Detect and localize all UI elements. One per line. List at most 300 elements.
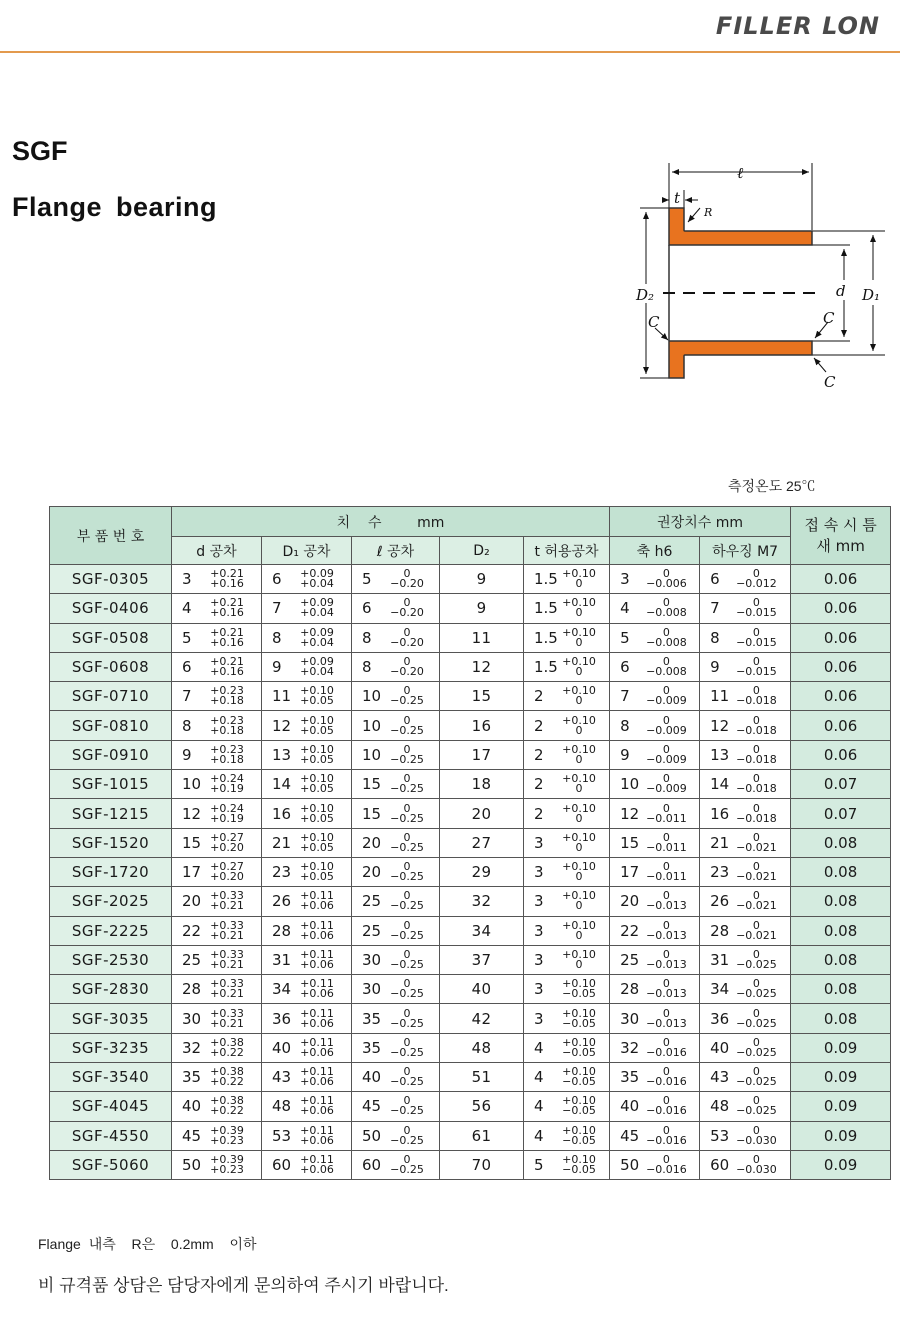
length-upper: 0 xyxy=(403,742,411,756)
label-d1: D₁ xyxy=(862,286,881,304)
table-row xyxy=(50,945,891,974)
housing-cell xyxy=(700,916,791,945)
thickness-value xyxy=(524,950,609,970)
d1-nominal: 48 xyxy=(272,1097,292,1116)
d1-upper: +0.11 xyxy=(300,948,334,961)
housing-value xyxy=(700,1096,790,1116)
d2-value: 20 xyxy=(440,799,524,828)
length-value xyxy=(352,950,439,970)
header-part-no: 부 품 번 호 xyxy=(50,507,172,565)
thickness-tolerance xyxy=(560,625,598,649)
length-tolerance xyxy=(388,1067,426,1087)
d-cell xyxy=(172,916,262,945)
thickness-nominal: 3 xyxy=(534,951,544,969)
label-d: d xyxy=(836,282,846,300)
shaft-cell xyxy=(610,682,700,711)
label-d2: D₂ xyxy=(636,286,655,304)
housing-tolerance xyxy=(736,801,777,825)
d-cell xyxy=(172,652,262,681)
length-cell xyxy=(352,857,440,886)
housing-tolerance xyxy=(736,1067,777,1087)
thickness-tolerance xyxy=(560,801,598,825)
shaft-tolerance xyxy=(646,625,687,649)
d1-cell xyxy=(262,887,352,916)
housing-lower: −0.018 xyxy=(736,811,777,825)
shaft-cell xyxy=(610,1004,700,1033)
length-tolerance xyxy=(388,1155,426,1175)
length-value xyxy=(352,979,439,999)
housing-value xyxy=(700,1123,790,1147)
header-recommended: 권장치수 mm xyxy=(610,507,791,537)
housing-nominal: 14 xyxy=(710,775,730,794)
shaft-value xyxy=(610,569,699,589)
length-value xyxy=(352,1067,439,1087)
thickness-lower: 0 xyxy=(575,752,583,766)
d-value xyxy=(172,1067,261,1087)
table-row xyxy=(50,565,891,594)
d2-value: 29 xyxy=(440,857,524,886)
d1-value xyxy=(262,950,351,970)
housing-nominal: 53 xyxy=(710,1126,730,1145)
housing-cell xyxy=(700,565,791,594)
length-lower: −0.25 xyxy=(390,899,424,913)
d1-cell xyxy=(262,799,352,828)
d-cell xyxy=(172,623,262,652)
shaft-tolerance xyxy=(646,950,687,970)
housing-nominal: 48 xyxy=(710,1097,730,1116)
d1-lower: +0.05 xyxy=(300,840,334,854)
thickness-upper: +0.10 xyxy=(562,713,596,727)
length-lower: −0.20 xyxy=(390,577,424,591)
shaft-upper: 0 xyxy=(662,1153,670,1167)
d-lower: +0.22 xyxy=(210,1075,244,1089)
thickness-nominal: 2 xyxy=(534,775,544,794)
label-length: ℓ xyxy=(737,164,744,182)
shaft-value xyxy=(610,742,699,766)
d2-value: 70 xyxy=(440,1150,524,1179)
clearance-value: 0.08 xyxy=(791,857,891,886)
d-cell xyxy=(172,682,262,711)
length-nominal: 50 xyxy=(362,1126,382,1145)
housing-upper: 0 xyxy=(752,1006,760,1020)
length-value xyxy=(352,569,439,589)
d-nominal: 25 xyxy=(182,951,202,969)
housing-cell xyxy=(700,1150,791,1179)
housing-upper: 0 xyxy=(752,830,760,844)
shaft-lower: −0.008 xyxy=(646,606,687,620)
housing-upper: 0 xyxy=(752,655,760,669)
shaft-upper: 0 xyxy=(662,977,670,991)
housing-cell xyxy=(700,857,791,886)
shaft-value xyxy=(610,598,699,618)
shaft-nominal: 22 xyxy=(620,921,640,940)
clearance-value: 0.06 xyxy=(791,565,891,594)
thickness-cell xyxy=(524,1092,610,1121)
d-upper: +0.27 xyxy=(210,830,244,844)
d1-upper: +0.10 xyxy=(300,713,334,727)
length-nominal: 6 xyxy=(362,599,372,618)
length-value xyxy=(352,1035,439,1059)
d1-value xyxy=(262,862,351,882)
shaft-nominal: 5 xyxy=(620,628,630,647)
thickness-lower: −0.05 xyxy=(562,1045,596,1059)
thickness-lower: −0.05 xyxy=(562,987,596,1001)
shaft-tolerance xyxy=(646,1035,687,1059)
d2-value: 40 xyxy=(440,975,524,1004)
thickness-tolerance xyxy=(560,569,598,589)
thickness-value xyxy=(524,1067,609,1087)
length-value xyxy=(352,713,439,737)
d-cell xyxy=(172,1063,262,1092)
d-upper: +0.21 xyxy=(210,625,244,639)
shaft-cell xyxy=(610,975,700,1004)
housing-nominal: 60 xyxy=(710,1156,730,1175)
clearance-value: 0.07 xyxy=(791,799,891,828)
length-lower: −0.25 xyxy=(390,752,424,766)
d-nominal: 6 xyxy=(182,658,192,677)
length-cell xyxy=(352,975,440,1004)
thickness-value xyxy=(524,918,609,942)
d1-value xyxy=(262,830,351,854)
d-nominal: 7 xyxy=(182,687,192,706)
shaft-lower: −0.011 xyxy=(646,840,687,854)
housing-tolerance xyxy=(736,598,777,618)
housing-lower: −0.021 xyxy=(736,928,777,942)
length-nominal: 10 xyxy=(362,716,382,735)
d-upper: +0.21 xyxy=(210,567,244,581)
shaft-upper: 0 xyxy=(662,860,670,874)
clearance-value: 0.08 xyxy=(791,975,891,1004)
housing-tolerance xyxy=(736,830,777,854)
length-nominal: 15 xyxy=(362,804,382,823)
length-tolerance xyxy=(388,686,426,706)
shaft-upper: 0 xyxy=(662,1123,670,1137)
thickness-nominal: 4 xyxy=(534,1068,544,1087)
shaft-tolerance xyxy=(646,979,687,999)
part-number: SGF-1215 xyxy=(50,799,172,828)
length-tolerance xyxy=(388,657,426,677)
d-tolerance xyxy=(208,625,246,649)
clearance-value: 0.06 xyxy=(791,740,891,769)
d-lower: +0.18 xyxy=(210,752,244,766)
shaft-cell xyxy=(610,1063,700,1092)
d-nominal: 10 xyxy=(182,775,202,794)
housing-nominal: 12 xyxy=(710,716,730,735)
length-cell xyxy=(352,623,440,652)
length-upper: 0 xyxy=(403,977,411,991)
length-value xyxy=(352,1096,439,1116)
clearance-value: 0.08 xyxy=(791,945,891,974)
shaft-lower: −0.008 xyxy=(646,665,687,679)
length-lower: −0.20 xyxy=(390,635,424,649)
length-upper: 0 xyxy=(403,801,411,815)
shaft-value xyxy=(610,1035,699,1059)
d1-tolerance xyxy=(298,1123,336,1147)
d1-cell xyxy=(262,770,352,799)
length-upper: 0 xyxy=(403,1123,411,1137)
thickness-upper: +0.10 xyxy=(562,684,596,698)
part-number: SGF-1720 xyxy=(50,857,172,886)
d-value xyxy=(172,891,261,911)
d-cell xyxy=(172,740,262,769)
housing-lower: −0.030 xyxy=(736,1163,777,1177)
part-number: SGF-4550 xyxy=(50,1121,172,1150)
d1-upper: +0.10 xyxy=(300,684,334,698)
d1-tolerance xyxy=(298,686,336,706)
thickness-cell xyxy=(524,799,610,828)
d-nominal: 4 xyxy=(182,599,192,618)
header-dimensions: 치 수 mm xyxy=(172,507,610,537)
d-tolerance xyxy=(208,918,246,942)
d-cell xyxy=(172,975,262,1004)
thickness-nominal: 4 xyxy=(534,1097,544,1116)
d1-tolerance xyxy=(298,625,336,649)
housing-value xyxy=(700,918,790,942)
d1-cell xyxy=(262,565,352,594)
d-nominal: 22 xyxy=(182,921,202,940)
label-thickness: t xyxy=(674,189,681,207)
d1-upper: +0.11 xyxy=(300,1006,334,1020)
d-tolerance xyxy=(208,1096,246,1116)
d1-lower: +0.06 xyxy=(300,987,334,1001)
d1-cell xyxy=(262,711,352,740)
d-tolerance xyxy=(208,1155,246,1175)
housing-value xyxy=(700,830,790,854)
d1-upper: +0.11 xyxy=(300,977,334,991)
d1-value xyxy=(262,1067,351,1087)
shaft-nominal: 6 xyxy=(620,658,630,677)
thickness-lower: 0 xyxy=(575,870,583,884)
d-tolerance xyxy=(208,1035,246,1059)
d1-value xyxy=(262,625,351,649)
d1-upper: +0.11 xyxy=(300,1035,334,1049)
part-number: SGF-0305 xyxy=(50,565,172,594)
length-tolerance xyxy=(388,950,426,970)
d-cell xyxy=(172,1121,262,1150)
clearance-value: 0.09 xyxy=(791,1033,891,1062)
thickness-lower: −0.05 xyxy=(562,1104,596,1118)
shaft-value xyxy=(610,1155,699,1175)
length-cell xyxy=(352,945,440,974)
d1-nominal: 16 xyxy=(272,804,292,823)
shaft-nominal: 45 xyxy=(620,1126,640,1145)
d1-cell xyxy=(262,828,352,857)
housing-tolerance xyxy=(736,1155,777,1175)
housing-upper: 0 xyxy=(752,977,760,991)
label-c-bottom: C xyxy=(824,373,836,391)
table-row xyxy=(50,682,891,711)
shaft-nominal: 32 xyxy=(620,1038,640,1057)
housing-lower: −0.030 xyxy=(736,1133,777,1147)
shaft-value xyxy=(610,830,699,854)
d-value xyxy=(172,1035,261,1059)
shaft-upper: 0 xyxy=(662,742,670,756)
shaft-cell xyxy=(610,1150,700,1179)
d2-value: 42 xyxy=(440,1004,524,1033)
d-tolerance xyxy=(208,830,246,854)
shaft-nominal: 35 xyxy=(620,1068,640,1087)
length-nominal: 20 xyxy=(362,863,382,882)
d1-value xyxy=(262,1123,351,1147)
d1-lower: +0.04 xyxy=(300,606,334,620)
d-cell xyxy=(172,770,262,799)
thickness-cell xyxy=(524,887,610,916)
d1-lower: +0.06 xyxy=(300,899,334,913)
part-number: SGF-3540 xyxy=(50,1063,172,1092)
d-value xyxy=(172,918,261,942)
housing-value xyxy=(700,742,790,766)
length-tolerance xyxy=(388,713,426,737)
label-c-right: C xyxy=(823,309,835,327)
header-clearance: 접 속 시 틈새 mm xyxy=(791,507,891,565)
length-upper: 0 xyxy=(403,684,411,698)
d1-lower: +0.04 xyxy=(300,577,334,591)
housing-lower: −0.018 xyxy=(736,752,777,766)
d-upper: +0.23 xyxy=(210,742,244,756)
length-tolerance xyxy=(388,801,426,825)
thickness-cell xyxy=(524,1150,610,1179)
d1-tolerance xyxy=(298,1035,336,1059)
shaft-tolerance xyxy=(646,774,687,794)
thickness-cell xyxy=(524,740,610,769)
length-value xyxy=(352,1155,439,1175)
d1-tolerance xyxy=(298,1155,336,1175)
d-lower: +0.20 xyxy=(210,840,244,854)
thickness-value xyxy=(524,862,609,882)
housing-nominal: 40 xyxy=(710,1038,730,1057)
length-nominal: 5 xyxy=(362,570,372,589)
d1-tolerance xyxy=(298,830,336,854)
d1-cell xyxy=(262,975,352,1004)
d-cell xyxy=(172,1004,262,1033)
length-cell xyxy=(352,594,440,623)
housing-nominal: 43 xyxy=(710,1068,730,1087)
d1-value xyxy=(262,1035,351,1059)
thickness-lower: 0 xyxy=(575,782,583,796)
housing-cell xyxy=(700,740,791,769)
d1-nominal: 36 xyxy=(272,1009,292,1028)
length-lower: −0.25 xyxy=(390,811,424,825)
d-nominal: 28 xyxy=(182,980,202,999)
table-row xyxy=(50,975,891,1004)
d-nominal: 30 xyxy=(182,1009,202,1028)
thickness-tolerance xyxy=(560,1067,598,1087)
housing-value xyxy=(700,774,790,794)
d-cell xyxy=(172,1033,262,1062)
d-cell xyxy=(172,799,262,828)
d1-lower: +0.05 xyxy=(300,870,334,884)
length-upper: 0 xyxy=(403,1035,411,1049)
d1-cell xyxy=(262,1092,352,1121)
d-tolerance xyxy=(208,1067,246,1087)
housing-value xyxy=(700,625,790,649)
d1-cell xyxy=(262,740,352,769)
d2-value: 18 xyxy=(440,770,524,799)
shaft-tolerance xyxy=(646,1067,687,1087)
d1-value xyxy=(262,979,351,999)
d-lower: +0.18 xyxy=(210,694,244,708)
thickness-upper: +0.10 xyxy=(562,889,596,903)
d1-tolerance xyxy=(298,862,336,882)
thickness-cell xyxy=(524,1121,610,1150)
thickness-value xyxy=(524,1096,609,1116)
shaft-tolerance xyxy=(646,830,687,854)
thickness-upper: +0.10 xyxy=(562,655,596,669)
shaft-tolerance xyxy=(646,742,687,766)
length-nominal: 30 xyxy=(362,951,382,969)
shaft-upper: 0 xyxy=(662,830,670,844)
housing-upper: 0 xyxy=(752,948,760,961)
table-row xyxy=(50,1063,891,1092)
flange-bearing-diagram xyxy=(620,155,890,400)
header-l-tol: ℓ 공차 xyxy=(352,537,440,565)
length-tolerance xyxy=(388,1035,426,1059)
shaft-upper: 0 xyxy=(662,684,670,698)
thickness-nominal: 3 xyxy=(534,892,544,911)
thickness-tolerance xyxy=(560,1006,598,1030)
table-row xyxy=(50,1092,891,1121)
part-number: SGF-2025 xyxy=(50,887,172,916)
d2-value: 9 xyxy=(440,594,524,623)
shaft-nominal: 9 xyxy=(620,745,630,764)
shaft-tolerance xyxy=(646,657,687,677)
thickness-lower: 0 xyxy=(575,665,583,679)
d1-nominal: 7 xyxy=(272,599,282,618)
flange-radius-note: Flange 내측 R은 0.2mm 이하 xyxy=(38,1236,257,1252)
shaft-cell xyxy=(610,945,700,974)
length-value xyxy=(352,742,439,766)
housing-upper: 0 xyxy=(752,625,760,639)
d1-lower: +0.06 xyxy=(300,1104,334,1118)
d-value xyxy=(172,1155,261,1175)
d-cell xyxy=(172,857,262,886)
housing-tolerance xyxy=(736,569,777,589)
d1-lower: +0.06 xyxy=(300,1075,334,1089)
d1-upper: +0.09 xyxy=(300,567,334,581)
length-lower: −0.25 xyxy=(390,723,424,737)
shaft-lower: −0.009 xyxy=(646,752,687,766)
shaft-value xyxy=(610,918,699,942)
shaft-tolerance xyxy=(646,891,687,911)
length-value xyxy=(352,1123,439,1147)
housing-upper: 0 xyxy=(752,596,760,610)
thickness-cell xyxy=(524,770,610,799)
length-lower: −0.20 xyxy=(390,665,424,679)
length-tolerance xyxy=(388,891,426,911)
housing-value xyxy=(700,979,790,999)
thickness-nominal: 3 xyxy=(534,863,544,882)
length-nominal: 30 xyxy=(362,980,382,999)
length-nominal: 20 xyxy=(362,833,382,852)
housing-lower: −0.025 xyxy=(736,1075,777,1089)
housing-nominal: 23 xyxy=(710,863,730,882)
shaft-nominal: 25 xyxy=(620,951,640,969)
d1-lower: +0.06 xyxy=(300,1045,334,1059)
housing-nominal: 26 xyxy=(710,892,730,911)
housing-nominal: 11 xyxy=(710,687,730,706)
length-upper: 0 xyxy=(403,948,411,961)
thickness-nominal: 2 xyxy=(534,687,544,706)
thickness-value xyxy=(524,1006,609,1030)
thickness-tolerance xyxy=(560,891,598,911)
thickness-lower: 0 xyxy=(575,840,583,854)
housing-value xyxy=(700,862,790,882)
d1-value xyxy=(262,686,351,706)
header-rule xyxy=(0,51,900,53)
clearance-value: 0.06 xyxy=(791,652,891,681)
shaft-tolerance xyxy=(646,569,687,589)
d1-upper: +0.10 xyxy=(300,772,334,786)
